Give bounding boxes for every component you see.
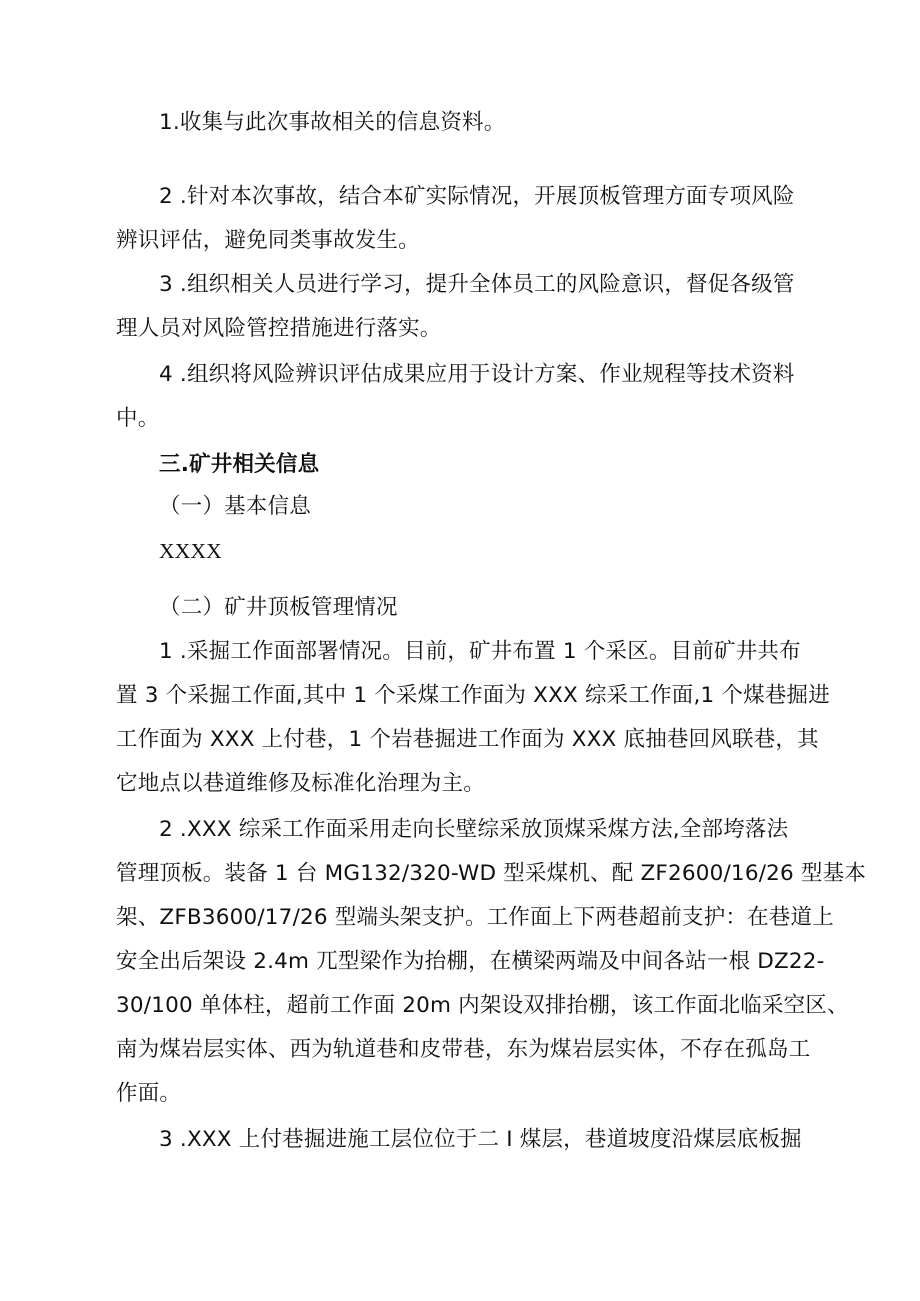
paragraph-2-line-7: 作面。 (116, 1081, 182, 1106)
paragraph-1-line-3: 工作面为 XXX 上付巷，1 个岩巷掘进工作面为 XXX 底抽巷回风联巷，其 (116, 727, 819, 752)
paragraph-3-line-1: 3 .XXX 上付巷掘进施工层位位于二 I 煤层，巷道坡度沿煤层底板掘 (159, 1127, 802, 1152)
paragraph-1-line-2: 置 3 个采掘工作面,其中 1 个采煤工作面为 XXX 综采工作面,1 个煤巷掘进 (116, 683, 830, 708)
list-item-2-line-2: 辨识评估，避免同类事故发生。 (116, 228, 420, 253)
subsection-1-text: XXXX (159, 539, 222, 563)
paragraph-2-line-4: 安全出后架设 2.4m 兀型梁作为抬棚，在横梁两端及中间各站一根 DZ22- (116, 949, 825, 974)
paragraph-2-line-6: 南为煤岩层实体、西为轨道巷和皮带巷，东为煤岩层实体，不存在孤岛工 (116, 1037, 811, 1062)
list-item-1: 1.收集与此次事故相关的信息资料。 (159, 110, 506, 135)
subsection-2-heading: （二）矿井顶板管理情况 (159, 595, 398, 620)
paragraph-1-line-4: 它地点以巷道维修及标准化治理为主。 (116, 771, 485, 796)
subsection-1-heading: （一）基本信息 (159, 494, 311, 519)
section-3-heading: 三.矿井相关信息 (159, 452, 320, 477)
list-item-2-line-1: 2 .针对本次事故，结合本矿实际情况，开展顶板管理方面专项风险 (159, 184, 795, 209)
list-item-4-line-1: 4 .组织将风险辨识评估成果应用于设计方案、作业规程等技术资料 (159, 362, 795, 387)
paragraph-2-line-5: 30/100 单体柱，超前工作面 20m 内架设双排抬棚，该工作面北临采空区、 (116, 993, 849, 1018)
list-item-3-line-1: 3 .组织相关人员进行学习，提升全体员工的风险意识，督促各级管 (159, 272, 795, 297)
paragraph-2-line-1: 2 .XXX 综采工作面采用走向长壁综采放顶煤采煤方法,全部垮落法 (159, 817, 789, 842)
paragraph-1-line-1: 1 .采掘工作面部署情况。目前，矿井布置 1 个采区。目前矿井共布 (159, 639, 801, 664)
paragraph-2-line-2: 管理顶板。装备 1 台 MG132/320-WD 型采煤机、配 ZF2600/16/26 型基本 (116, 861, 867, 886)
list-item-4-line-2: 中。 (116, 406, 160, 431)
paragraph-2-line-3: 架、ZFB3600/17/26 型端头架支护。工作面上下两巷超前支护：在巷道上 (116, 905, 834, 930)
list-item-3-line-2: 理人员对风险管控措施进行落实。 (116, 316, 442, 341)
